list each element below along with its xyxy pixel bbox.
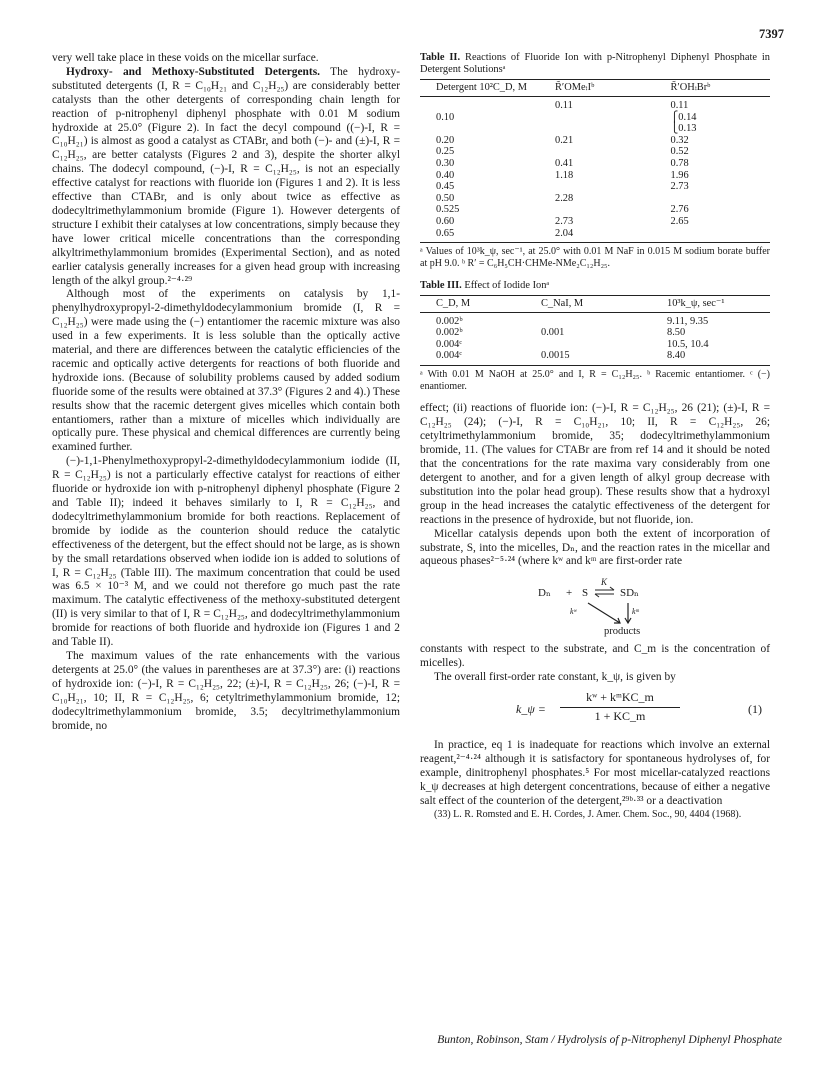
table-3-header: C_D, M: [420, 295, 525, 312]
table-row: [420, 339, 770, 351]
table-cell: 2.65: [670, 215, 689, 227]
table-cell: 2.04: [555, 227, 574, 239]
table-3-grid: [420, 295, 770, 366]
equation-lhs: k_ψ =: [516, 702, 546, 717]
scheme-plus: +: [566, 587, 573, 600]
table-cell: 0.11: [555, 100, 573, 111]
table-row: [420, 170, 770, 182]
table-cell: 1.96: [670, 169, 689, 181]
right-column: [420, 52, 770, 820]
table-row: [420, 123, 770, 135]
table-cell: 0.40: [436, 169, 455, 181]
table-2-header: Detergent 10²C_D, M: [420, 80, 539, 97]
table-row: [420, 158, 770, 170]
scheme-km: kᵐ: [632, 607, 639, 617]
paragraph-micellar: Micellar catalysis depends upon both the extent of incorporation of substrate, S, into the micelles, Dₙ, and the reaction rates in the micellar and aqueous phases²⁻⁵·²⁴ (where kʷ and kᵐ are first-order rate: [420, 527, 770, 568]
table-cell: [655, 193, 771, 205]
table-row: [420, 350, 770, 365]
paragraph-hydroxy: [52, 66, 400, 289]
table-cell: 0.60: [436, 215, 455, 227]
table-cell: 2.28: [555, 192, 574, 204]
table-cell: 0.65: [436, 227, 455, 239]
table-cell: 0.32: [670, 134, 689, 146]
table-cell: [420, 97, 539, 112]
table-cell: 1.18: [555, 169, 574, 181]
table-row: [420, 135, 770, 147]
table-2: [420, 52, 770, 270]
table-2-header: R̃′OMe⨾Iᵇ: [539, 80, 655, 97]
table-cell: 0.10: [436, 111, 455, 123]
table-3-title: Effect of Iodide Ionᵃ: [464, 279, 550, 291]
table-cell: 0.525: [436, 204, 460, 216]
table-cell: [655, 228, 771, 243]
equation-fraction: [560, 691, 680, 724]
table-row: [420, 146, 770, 158]
table-3-header: C_NaI, M: [525, 295, 651, 312]
table-cell: 0.21: [555, 134, 574, 146]
table-row: [420, 193, 770, 205]
table-cell: ⎧0.14: [670, 111, 697, 123]
table-cell: 0.45: [436, 181, 455, 193]
table-2-header: R̃′OH⨾Brᵇ: [655, 80, 771, 97]
scheme-sdn: SDₙ: [620, 587, 639, 600]
equation-numerator: kʷ + kᵐKC_m: [560, 691, 680, 708]
table-cell: 9.11, 9.35: [667, 315, 709, 327]
table-cell: 0.25: [436, 146, 455, 158]
table-cell: 0.004ᶜ: [436, 350, 463, 362]
equation-denominator: 1 + KC_m: [594, 708, 646, 723]
page-number: 7397: [759, 27, 784, 41]
table-cell: 0.001: [541, 327, 565, 339]
paragraph-effect: effect; (ii) reactions of fluoride ion: (−)-I, R = C₁₂H₂₅, 26 (21); (±)-I, R = C₁₂H₂₅ (24); (−)-I, R = C₁₀H₂₁, 10; II, R = C₁₂H₂₅, 26; cetyltrimethylammonium bromide, 35; dodecyltrimethylammonium bromide, 11. (The values for CTABr are from ref 14 and it should be noted that the concentrations for the rate maxima vary considerably from one detergent to another, and for a given length of alkyl group decrease with substitution into the polar head group). These results show that a hydroxyl group in the head increases the catalytic effectiveness of the detergent for reactions in the presence of hydroxide, but not fluoride, ion.: [420, 402, 770, 526]
table-row: [420, 312, 770, 327]
table-cell: [539, 112, 655, 124]
paragraph-racemic: Although most of the experiments on catalysis by 1,1-phenylhydroxypropyl-2-dimethyldodecylammonium bromide (I, R = C₁₂H₂₅) were made using the (−) entantiomer the racemic mixture was also used in a few experiments. It is less soluble than the optically active material, and there are differences between the catalytic efficiencies of the racemic and optically active detergents for reactions of both fluoride and hydroxide ions. (Because of solubility problems caused by added sodium fluoride some of the results were obtained at 37.3° (Figures 2 and 4).) These results show that the racemic detergent gives micelles which contain both entantiomers, rather than a mixture of micelles which individually are optically pure. These physical and chemical differences are currently being examined further.: [52, 288, 400, 454]
table-cell: 0.30: [436, 157, 455, 169]
table-2-footnote: ᵃ Values of 10³k_ψ, sec⁻¹, at 25.0° with 0.01 M NaF in 0.015 M sodium borate buffer at pH 9.0. ᵇ R′ = C₆H₅CH·CHMe-NMe₂C₁₂H₂₅.: [420, 246, 770, 269]
table-cell: 0.004ᶜ: [436, 338, 463, 350]
table-cell: [525, 312, 651, 327]
paragraph-intro: very well take place in these voids on the micellar surface.: [52, 52, 319, 64]
table-cell: 0.20: [436, 134, 455, 146]
table-3-label: Table III.: [420, 279, 462, 291]
table-row: [420, 228, 770, 243]
table-cell: ⎩0.13: [670, 123, 697, 135]
paragraph-maxima: The maximum values of the rate enhancements with the various detergents at 25.0° (the values in parentheses are at 37.3°) are: (i) reactions of hydroxide ion: (−)-I, R = C₁₂H₂₅, 22; (±)-I, R = C₁₂H₂₅, 26; (−)-I, R = C₁₀H₂₁, 10; II, R = C₁₂H₂₅, 6; cetyltrimethylammonium bromide, 12; dodecyltrimethylammonium bromide, 3.5; decyltrimethylammonium bromide, no: [52, 649, 400, 732]
table-3-header: 10³k_ψ, sec⁻¹: [651, 295, 770, 312]
equation-number: (1): [748, 702, 762, 717]
paragraph-hydroxy-body: The hydroxy-substituted detergents (I, R = C₁₀H₂₁ and C₁₂H₂₅) are considerably better catalysts than the other detergents of corresponding chain length for reaction of p-nitrophenyl diphenyl phosphate with 0.01 M sodium hydroxide at 25.0° (Figure 2). In fact the decyl compound ((−)-I, R = C₁₀H₂₁) is almost as good a catalyst as CTABr, and both (−)- and (±)-I, R = C₁₂H₂₅, are better catalysts (Figures 2 and 3), despite the shorter alkyl chains. The dodecyl compound, (−)-I, R = C₁₂H₂₅, is not an especially effective catalyst for reactions with fluoride ion (Figures 1 and 2). It is less effective than CTABr, and is only about twice as effective as dodecyltrimethylammonium bromide (Figure 1). However detergents of structure I exhibit their catalyses at low concentrations, simply because they have lower critical micelle concentrations than the corresponding alkyltrimethylammonium bromides (Experimental Section), and as noted earlier catalysis generally increases for a given head group with increasing length of the alkyl group.²⁻⁴·²⁹: [52, 65, 400, 287]
table-cell: [539, 181, 655, 193]
table-cell: 10.5, 10.4: [667, 338, 709, 350]
table-row: [420, 216, 770, 228]
scheme-kw: kʷ: [570, 607, 577, 617]
paragraph-practice: In practice, eq 1 is inadequate for reactions which involve an external reagent,²⁻⁴·²⁴ although it is satisfactory for spontaneous hydrolyses of, for example, dinitrophenyl phosphates.⁵ For most micellar-catalyzed reactions k_ψ decreases at high detergent concentrations, because of either a negative salt effect of the counterion of the detergent,²⁹ᵇ·³³ or a deactivation: [420, 739, 770, 807]
table-cell: [539, 146, 655, 158]
table-cell: 0.002ᵇ: [436, 315, 463, 327]
table-row: [420, 204, 770, 216]
table-cell: [539, 123, 655, 135]
equilibrium-arrow-icon: [594, 586, 616, 598]
scheme-k-label: K: [601, 577, 608, 588]
table-3: [420, 280, 770, 393]
table-cell: [420, 123, 539, 135]
paragraph-constants: constants with respect to the substrate, and C_m is the concentration of micelles).: [420, 643, 770, 670]
table-cell: 0.52: [670, 146, 689, 158]
scheme-s: S: [582, 587, 589, 600]
table-cell: 0.11: [670, 100, 689, 111]
table-row: [420, 327, 770, 339]
table-row: [420, 112, 770, 124]
table-cell: [539, 204, 655, 216]
table-2-title: Reactions of Fluoride Ion with p-Nitrophenyl Diphenyl Phosphate in Detergent Solutionsᵃ: [420, 52, 770, 76]
table-cell: 8.40: [667, 350, 686, 362]
table-cell: 2.76: [670, 204, 689, 216]
table-2-label: Table II.: [420, 52, 461, 63]
table-row: [420, 181, 770, 193]
table-cell: 0.78: [670, 157, 689, 169]
table-cell: 2.73: [670, 181, 689, 193]
scheme-products: products: [604, 626, 641, 638]
table-cell: 0.50: [436, 192, 455, 204]
paragraph-overall: The overall first-order rate constant, k_ψ, is given by: [434, 671, 676, 684]
reaction-arrows-icon: [580, 601, 640, 627]
footnote-33: (33) L. R. Romsted and E. H. Cordes, J. Amer. Chem. Soc., 90, 4404 (1968).: [434, 808, 742, 820]
table-cell: [525, 339, 651, 351]
left-column: [52, 52, 400, 733]
table-row: [420, 97, 770, 112]
equation-1: [420, 691, 770, 731]
scheme-dn: Dₙ: [538, 587, 551, 600]
table-3-footnote: ᵃ With 0.01 M NaOH at 25.0° and I, R = C₁₂H₂₅. ᵇ Racemic entantiomer. ᶜ (−) enantiomer.: [420, 368, 770, 392]
running-footer: Bunton, Robinson, Stam / Hydrolysis of p-Nitrophenyl Diphenyl Phosphate: [437, 1034, 782, 1046]
table-cell: 0.41: [555, 157, 574, 169]
reaction-scheme: [420, 573, 770, 639]
table-cell: 0.0015: [541, 350, 570, 362]
table-cell: 8.50: [667, 327, 686, 339]
table-3-caption: [420, 280, 770, 292]
table-2-grid: [420, 79, 770, 243]
table-cell: 2.73: [555, 215, 574, 227]
table-2-caption: [420, 52, 770, 76]
section-heading: Hydroxy- and Methoxy-Substituted Detergents.: [66, 65, 320, 78]
paragraph-methoxy: (−)-1,1-Phenylmethoxypropyl-2-dimethyldodecylammonium iodide (II, R = C₁₂H₂₅) is not a particularly effective catalyst for reactions of either fluoride or hydroxide ion with p-nitrophenyl diphenyl phosphate (Figure 2 and Table II); indeed it behaves similarly to I, R = C₁₂H₂₅, and dodecyltrimethylammonium bromide for both reactions. Replacement of bromide by iodide as the counterion should reduce the catalytic effectiveness of the detergent, but the effect should not be large, as is shown by the small retardations observed when iodide ion is added to solutions of I, R = C₁₂H₂₅ (Table III). The maximum concentration that could be used was 6.5 × 10⁻³ M, and we could not therefore go much past the rate maximum. The catalytic effectiveness of the methoxy-substituted detergent (II) is very similar to that of I, R = C₁₂H₂₅, and dodecyltrimethylammonium bromide for reactions of both fluoride and hydroxide ion (Figures 1 and 2 and Table II).: [52, 455, 400, 649]
table-cell: 0.002ᵇ: [436, 327, 463, 339]
